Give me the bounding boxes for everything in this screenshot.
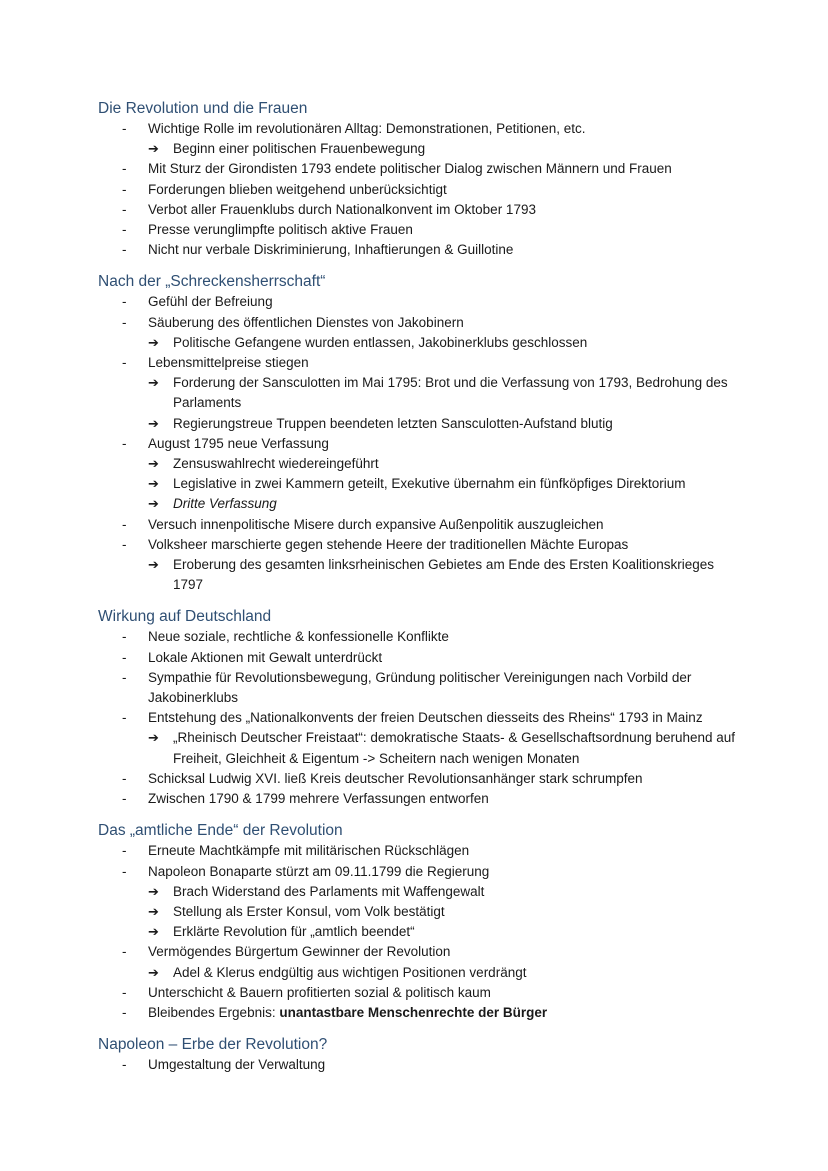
list-item-text: Napoleon Bonaparte stürzt am 09.11.1799 die Regierung [148,863,490,879]
dash-bullet-icon: - [122,1004,127,1020]
sub-list-item-text: Forderung der Sansculotten im Mai 1795: Brot und die Verfassung von 1793, Bedrohung des Parlaments [173,375,728,411]
sub-list-item [98,414,738,434]
list-item [98,200,738,220]
list-item [98,983,738,1003]
dash-bullet-icon: - [122,536,127,552]
arrow-bullet-icon: ➔ [148,141,159,157]
sub-list-item [98,963,738,983]
dash-bullet-icon: - [122,791,127,807]
sub-list-item [98,922,738,942]
list-item-text: Schicksal Ludwig XVI. ließ Kreis deutscher Revolutionsanhänger stark schrumpfen [148,770,643,786]
list-item [98,220,738,240]
list-item [98,942,738,962]
sub-list-item [98,728,738,768]
dash-bullet-icon: - [122,294,127,310]
list-item-text: Sympathie für Revolutionsbewegung, Gründung politischer Vereinigungen nach Vorbild der Jakobinerklubs [148,669,692,706]
dash-bullet-icon: - [122,669,127,685]
list-item-text: Säuberung des öffentlichen Dienstes von Jakobinern [148,314,464,330]
sub-list-item [98,333,738,353]
list-item [98,180,738,200]
list-item-text: Nicht nur verbale Diskriminierung, Inhaftierungen & Guillotine [148,242,514,258]
dash-bullet-icon: - [122,516,127,532]
list-item-text: Mit Sturz der Girondisten 1793 endete politischer Dialog zwischen Männern und Frauen [148,161,672,177]
list-item [98,668,738,708]
sub-list-item-text: Stellung als Erster Konsul, vom Volk bestätigt [173,903,445,919]
bullet-list [98,841,738,1023]
arrow-bullet-icon: ➔ [148,730,159,746]
list-item [98,789,738,809]
list-item-text: Zwischen 1790 & 1799 mehrere Verfassungen entworfen [148,791,489,807]
list-item-text: Bleibendes Ergebnis: [148,1004,280,1020]
dash-bullet-icon: - [122,649,127,665]
list-item-text: Volksheer marschierte gegen stehende Heere der traditionellen Mächte Europas [148,536,629,552]
sub-list-item [98,373,738,413]
list-item [98,1055,738,1075]
sub-list-item-text: Dritte Verfassung [173,496,277,512]
section-heading: Das „amtliche Ende“ der Revolution [98,822,343,840]
list-item [98,240,738,260]
list-item [98,119,738,139]
arrow-bullet-icon: ➔ [148,415,159,431]
sub-list-item [98,474,738,494]
section [98,606,738,809]
list-item [98,841,738,861]
list-item [98,515,738,535]
list-item-text: Umgestaltung der Verwaltung [148,1057,326,1073]
arrow-bullet-icon: ➔ [148,903,159,919]
sub-list-item-text: Brach Widerstand des Parlaments mit Waffengewalt [173,883,485,899]
list-item [98,434,738,454]
dash-bullet-icon: - [122,435,127,451]
sub-list-item-text: Beginn einer politischen Frauenbewegung [173,141,426,157]
section [98,820,738,1023]
list-item [98,708,738,728]
sub-list-item-text: Legislative in zwei Kammern geteilt, Exekutive übernahm ein fünfköpfiges Direktorium [173,476,686,492]
bullet-list [98,1055,738,1075]
list-item-text: Presse verunglimpfte politisch aktive Frauen [148,222,413,238]
dash-bullet-icon: - [122,161,127,177]
section-heading: Wirkung auf Deutschland [98,608,272,626]
dash-bullet-icon: - [122,355,127,371]
list-item-text: Erneute Machtkämpfe mit militärischen Rückschlägen [148,843,470,859]
dash-bullet-icon: - [122,222,127,238]
dash-bullet-icon: - [122,242,127,258]
dash-bullet-icon: - [122,843,127,859]
sub-list-item [98,139,738,159]
list-item [98,159,738,179]
list-item [98,627,738,647]
bullet-list [98,292,738,595]
sub-list-item-text: Adel & Klerus endgültig aus wichtigen Positionen verdrängt [173,964,527,980]
section [98,98,738,260]
bullet-list [98,119,738,260]
arrow-bullet-icon: ➔ [148,557,159,573]
list-item-text: Lebensmittelpreise stiegen [148,355,309,371]
dash-bullet-icon: - [122,121,127,136]
dash-bullet-icon: - [122,201,127,217]
sub-list-item [98,882,738,902]
arrow-bullet-icon: ➔ [148,456,159,472]
list-item-text: Neue soziale, rechtliche & konfessionelle Konflikte [148,629,449,645]
list-item-text: Versuch innenpolitische Misere durch expansive Außenpolitik auszugleichen [148,516,604,532]
sub-list-item-text: Politische Gefangene wurden entlassen, Jakobinerklubs geschlossen [173,334,588,350]
arrow-bullet-icon: ➔ [148,334,159,350]
list-item [98,292,738,312]
section-heading: Napoleon – Erbe der Revolution? [98,1036,328,1054]
list-item-text: Unterschicht & Bauern profitierten sozial & politisch kaum [148,984,491,1000]
list-item-text: Forderungen blieben weitgehend unberücksichtigt [148,181,447,197]
list-item-text: Entstehung des „Nationalkonvents der freien Deutschen diesseits des Rheins“ 1793 in Mainz [148,710,703,726]
arrow-bullet-icon: ➔ [148,883,159,899]
sub-list-item [98,902,738,922]
list-item-emphasis: unantastbare Menschenrechte der Bürger [279,1004,548,1020]
list-item-text: Gefühl der Befreiung [148,294,273,310]
section-heading: Die Revolution und die Frauen [98,100,308,117]
arrow-bullet-icon: ➔ [148,924,159,940]
bullet-list [98,627,738,809]
dash-bullet-icon: - [122,1057,127,1073]
arrow-bullet-icon: ➔ [148,964,159,980]
section [98,271,738,595]
list-item [98,648,738,668]
list-item-text: Vermögendes Bürgertum Gewinner der Revolution [148,944,451,960]
sub-list-item-text: Zensuswahlrecht wiedereingeführt [173,456,379,472]
list-item-text: Lokale Aktionen mit Gewalt unterdrückt [148,649,383,665]
list-item-text: August 1795 neue Verfassung [148,435,329,451]
document-content [98,98,738,1086]
list-item [98,535,738,555]
list-item [98,862,738,882]
dash-bullet-icon: - [122,710,127,726]
sub-list-item [98,454,738,474]
dash-bullet-icon: - [122,863,127,879]
section [98,1034,738,1075]
arrow-bullet-icon: ➔ [148,476,159,492]
list-item-text: Wichtige Rolle im revolutionären Alltag: Demonstrationen, Petitionen, etc. [148,121,586,136]
sub-list-item [98,494,738,514]
section-heading: Nach der „Schreckensherrschaft“ [98,273,326,291]
dash-bullet-icon: - [122,181,127,197]
list-item [98,1003,738,1023]
list-item [98,353,738,373]
sub-list-item-text: „Rheinisch Deutscher Freistaat“: demokratische Staats- & Gesellschaftsordnung beruhend auf Freiheit, Gleichheit & Eigentum -> Scheitern nach wenigen Monaten [173,730,736,766]
list-item [98,313,738,333]
sub-list-item-text: Eroberung des gesamten linksrheinischen Gebietes am Ende des Ersten Koalitionskrieges 1797 [173,557,715,593]
list-item [98,769,738,789]
list-item-text: Verbot aller Frauenklubs durch Nationalkonvent im Oktober 1793 [148,201,536,217]
sub-list-item-text: Erklärte Revolution für „amtlich beendet“ [173,924,415,940]
dash-bullet-icon: - [122,984,127,1000]
dash-bullet-icon: - [122,629,127,645]
arrow-bullet-icon: ➔ [148,496,159,512]
dash-bullet-icon: - [122,770,127,786]
dash-bullet-icon: - [122,314,127,330]
sub-list-item [98,555,738,595]
sub-list-item-text: Regierungstreue Truppen beendeten letzten Sansculotten-Aufstand blutig [173,415,613,431]
dash-bullet-icon: - [122,944,127,960]
arrow-bullet-icon: ➔ [148,375,159,391]
